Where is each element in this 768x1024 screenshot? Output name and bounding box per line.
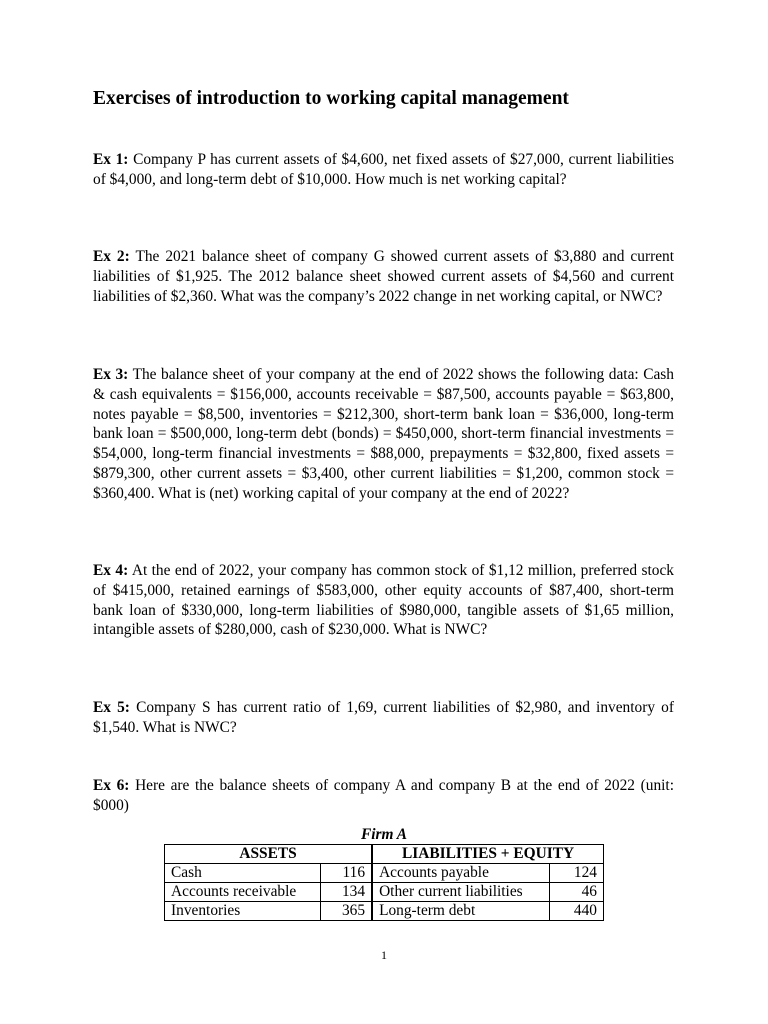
exercise-1 [93,150,674,190]
exercise-4 [93,561,674,640]
page-number: 1 [381,948,387,962]
exercise-6 [93,776,674,816]
liabilities-header: LIABILITIES + EQUITY [372,845,603,864]
exercise-text: Company P has current assets of $4,600, net fixed assets of $27,000, current liabilities of $4,000, and long-term debt of $10,000. How much is net working capital? [93,151,674,188]
exercise-label: Ex 6: [93,777,130,794]
asset-name: Cash [165,864,321,883]
table-row [165,902,604,921]
exercise-text: At the end of 2022, your company has common stock of $1,12 million, preferred stock of $415,000, retained earnings of $583,000, other equity accounts of $87,400, short-term bank loan of $330,000, long-term liabilities of $980,000, tangible assets of $1,65 million, intangible assets of $280,000, cash of $230,000. What is NWC? [93,562,674,639]
exercise-text: The 2021 balance sheet of company G showed current assets of $3,880 and current liabilities of $1,925. The 2012 balance sheet showed current assets of $4,560 and current liabilities of $2,360. What was the company’s 2022 change in net working capital, or NWC? [93,248,674,305]
asset-name: Inventories [165,902,321,921]
table-row [165,883,604,902]
liability-name: Other current liabilities [372,883,550,902]
table-caption: Firm A [360,826,408,843]
exercise-5 [93,698,674,738]
asset-value: 116 [320,864,372,883]
exercise-text: Here are the balance sheets of company A and company B at the end of 2022 (unit: $000) [93,777,674,814]
liability-value: 124 [550,864,604,883]
exercise-2 [93,247,674,306]
table-row [165,864,604,883]
exercise-text: Company S has current ratio of 1,69, current liabilities of $2,980, and inventory of $1,540. What is NWC? [93,699,674,736]
asset-name: Accounts receivable [165,883,321,902]
exercise-label: Ex 4: [93,562,129,579]
table-header-row [165,845,604,864]
document-title: Exercises of introduction to working capital management [93,88,569,109]
liability-value: 46 [550,883,604,902]
exercise-label: Ex 5: [93,699,130,716]
exercise-label: Ex 3: [93,366,129,383]
asset-value: 134 [320,883,372,902]
asset-value: 365 [320,902,372,921]
liability-name: Long-term debt [372,902,550,921]
exercise-3 [93,365,674,504]
assets-header: ASSETS [165,845,373,864]
liability-name: Accounts payable [372,864,550,883]
balance-sheet-table [164,844,604,921]
exercise-text: The balance sheet of your company at the end of 2022 shows the following data: Cash & cash equivalents = $156,000, accounts receivable = $87,500, accounts payable = $63,800, notes payable = $8,500, inventories = $212,300, short-term bank loan = $36,000, long-term bank loan = $500,000, long-term debt (bonds) = $450,000, short-term financial investments = $54,000, long-term financial investments = $88,000, prepayments = $32,800, fixed assets = $879,300, other current assets = $3,400, other current liabilities = $1,200, common stock = $360,400. What is (net) working capital of your company at the end of 2022? [93,366,674,502]
liability-value: 440 [550,902,604,921]
exercise-label: Ex 2: [93,248,130,265]
exercise-label: Ex 1: [93,151,129,168]
